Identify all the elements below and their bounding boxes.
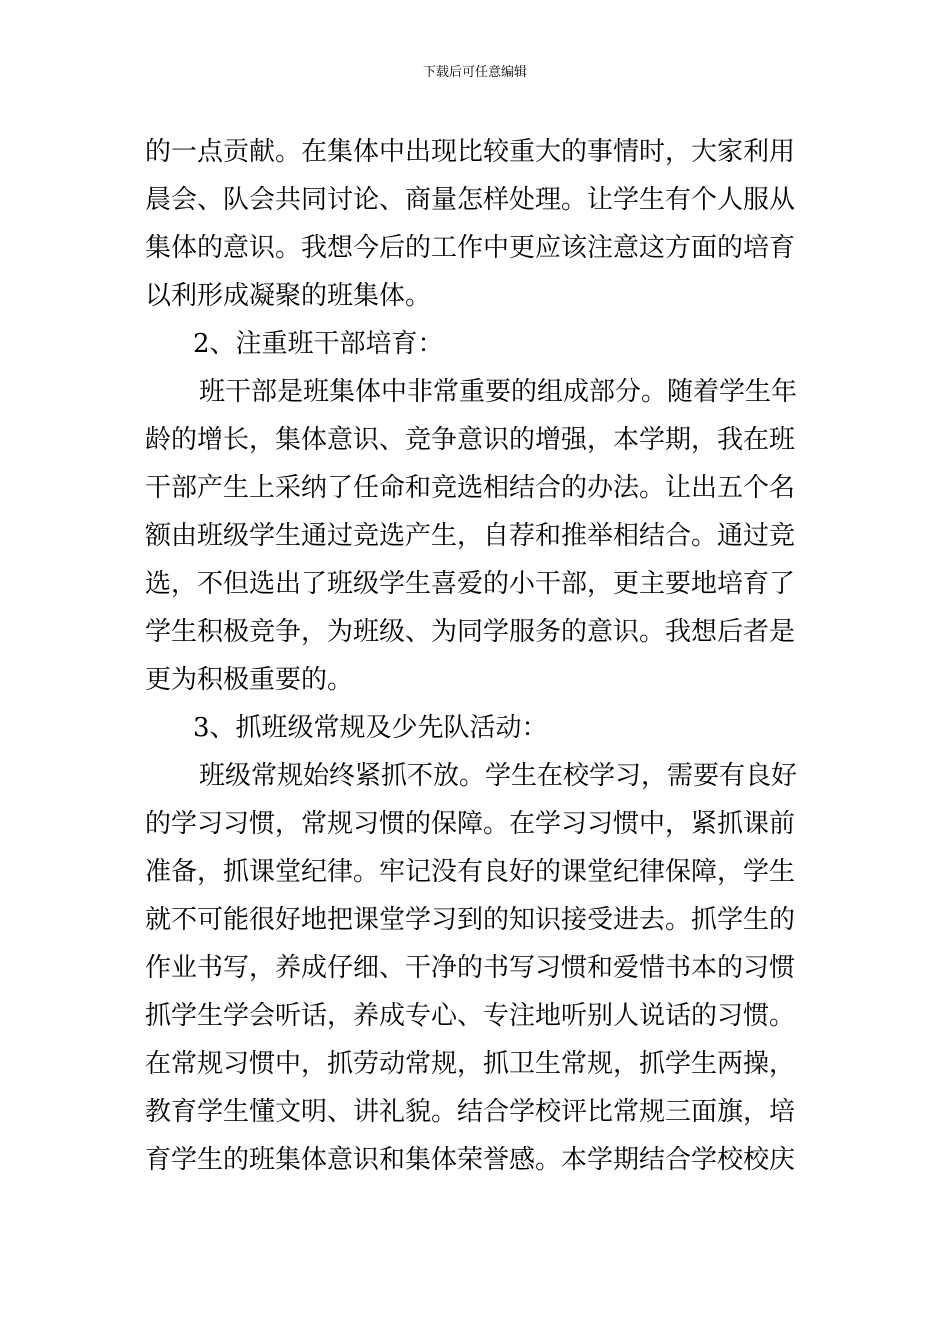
document-body: [145, 128, 815, 1184]
text-line: 在常规习惯中，抓劳动常规，抓卫生常规，抓学生两操，: [145, 1049, 796, 1079]
text-line: 晨会、队会共同讨论、商量怎样处理。让学生有个人服从: [145, 185, 796, 215]
text-line: 育学生的班集体意识和集体荣誉感。本学期结合学校校庆: [145, 1145, 796, 1175]
text-line: 班级常规始终紧抓不放。学生在校学习，需要有良好: [199, 761, 798, 791]
text-line: 作业书写，养成仔细、干净的书写习惯和爱惜书本的习惯: [145, 953, 796, 983]
text-line: 更为积极重要的。: [145, 665, 354, 695]
text-line: 教育学生懂文明、讲礼貌。结合学校评比常规三面旗，培: [145, 1097, 796, 1127]
text-line: 的学习习惯，常规习惯的保障。在学习习惯中，紧抓课前: [145, 809, 796, 839]
page-header: 下载后可任意编辑: [422, 65, 527, 80]
text-line: 以利形成凝聚的班集体。: [145, 281, 432, 311]
text-line: 干部产生上采纳了任命和竞选相结合的办法。让出五个名: [145, 473, 796, 503]
text-line: 额由班级学生通过竞选产生，自荐和推举相结合。通过竞: [145, 521, 796, 551]
text-line: 龄的增长，集体意识、竞争意识的增强，本学期，我在班: [145, 425, 796, 455]
text-line: 就不可能很好地把课堂学习到的知识接受进去。抓学生的: [145, 905, 796, 935]
text-line: 集体的意识。我想今后的工作中更应该注意这方面的培育: [145, 233, 796, 263]
text-line: 学生积极竞争，为班级、为同学服务的意识。我想后者是: [145, 617, 796, 647]
text-line: 选，不但选出了班级学生喜爱的小干部，更主要地培育了: [145, 569, 796, 599]
section-heading: 3、抓班级常规及少先队活动：: [193, 713, 548, 743]
text-line: 班干部是班集体中非常重要的组成部分。随着学生年: [199, 377, 798, 407]
text-line: 抓学生学会听话，养成专心、专注地听别人说话的习惯。: [145, 1001, 796, 1031]
text-line: 的一点贡献。在集体中出现比较重大的事情时，大家利用: [145, 137, 796, 167]
text-line: 准备，抓课堂纪律。牢记没有良好的课堂纪律保障，学生: [145, 857, 796, 887]
section-heading: 2、注重班干部培育：: [193, 329, 444, 359]
